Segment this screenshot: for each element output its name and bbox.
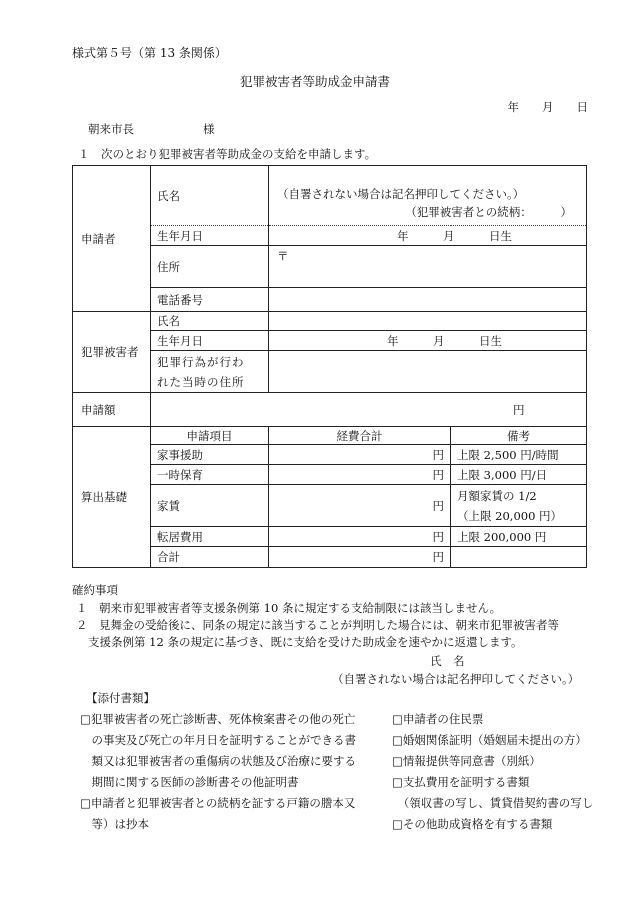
basis-cost-moving[interactable] [269,527,451,547]
attachment-right-line: □婚姻関係証明（婚姻届未提出の方） [392,733,587,747]
basis-header-note: 備考 [451,427,587,445]
basis-cost-childcare[interactable] [269,465,451,485]
victim-group-label: 犯罪被害者 [73,312,151,393]
relation-note: （犯罪被害者との続柄： ） [405,205,572,219]
sign-note: （自署されない場合は記名押印してください。） [277,187,525,201]
pledge-sign-label: 氏 名 [430,654,465,668]
amount-unit: 円 [513,402,525,417]
attachments-left [80,709,356,835]
basis-item-total: 合計 [151,547,269,568]
pledge-item-1: １ 朝来市犯罪被害者等支援条例第 10 条に規定する支給制限には該当しません。 [76,601,502,615]
applicant-address-field[interactable] [269,246,587,288]
attachment-left-line: 等）は抄本 [80,817,149,831]
yen-unit: 円 [432,550,444,564]
pledge-item-2-line2: 支援条例第 12 条の規定に基づき、既に支給を受けた助成金を速やかに返還します。 [88,635,523,649]
pledge-item-2-line1: ２ 見舞金の受給後に、同条の規定に該当することが判明した場合には、朝来市犯罪被害者等 [76,618,559,632]
amount-field[interactable] [151,393,587,427]
basis-note-rent [451,485,587,527]
pledge-heading: 確約事項 [72,583,118,597]
victim-name-label: 氏名 [151,312,269,331]
application-table [72,165,587,568]
basis-note-rent-line2: （上限 20,000 円） [457,508,563,523]
yen-unit: 円 [432,529,444,544]
attachment-left-line: 期間に関する医師の診断書その他証明書 [80,775,299,789]
basis-group-label: 算出基礎 [73,427,151,568]
basis-cost-total[interactable] [269,547,451,568]
applicant-name-label: 氏名 [151,166,269,226]
applicant-address-label: 住所 [151,246,269,288]
attachment-right-line: □情報提供等同意書（別紙） [392,754,541,768]
basis-item-rent: 家賃 [151,485,269,527]
basis-note-rent-line1: 月額家賃の 1/2 [457,488,537,503]
basis-item-childcare: 一時保育 [151,465,269,485]
yen-unit: 円 [432,467,444,482]
basis-cost-housework[interactable] [269,445,451,465]
attachment-right-line: （領収書の写し、賃貸借契約書の写し [392,796,594,810]
basis-item-moving: 転居費用 [151,527,269,547]
basis-header-cost: 経費合計 [269,427,451,445]
applicant-group-label: 申請者 [73,166,151,312]
attachments-heading: 【添付書類】 [86,691,155,705]
amount-label: 申請額 [73,393,151,427]
basis-cost-rent[interactable] [269,485,451,527]
attachment-left-line: □申請者と犯罪被害者との続柄を証する戸籍の謄本又 [80,796,356,810]
victim-address-label [151,351,269,393]
attachment-left-line: □犯罪被害者の死亡診断書、死体検案書その他の死亡 [80,712,356,726]
yen-unit: 円 [432,498,444,513]
victim-address-label-line2: れた当時の住所 [157,374,245,389]
intro-text: １ 次のとおり犯罪被害者等助成金の支給を申請します。 [78,147,377,161]
basis-item-housework: 家事援助 [151,445,269,465]
form-number: 様式第５号（第 13 条関係） [72,46,227,60]
applicant-birth-field[interactable] [269,226,587,246]
attachment-right-line: □支払費用を証明する書類 [392,775,530,789]
victim-address-field[interactable] [269,351,587,393]
victim-birth-field[interactable] [269,331,587,351]
birth-date-units: 年 月 日生 [397,228,512,243]
victim-address-label-line1: 犯罪行為が行わ [157,354,245,369]
pledge-sign-note: （自署されない場合は記名押印してください。） [332,672,580,686]
yen-unit: 円 [432,447,444,462]
page-title: 犯罪被害者等助成金申請書 [239,74,390,89]
attachment-right-line: □申請者の住民票 [392,712,484,726]
applicant-birth-label: 生年月日 [151,226,269,246]
basis-header-item: 申請項目 [151,427,269,445]
attachment-right-line: □その他助成資格を有する書類 [392,817,553,831]
addressee: 朝来市長 様 [88,122,215,136]
applicant-phone-field[interactable] [269,288,587,312]
basis-note-housework: 上限 2,500 円/時間 [451,445,587,465]
date-line: 年 月 日 [507,100,588,114]
victim-birth-units: 年 月 日生 [387,333,502,348]
attachments-right [392,709,593,835]
attachment-left-line: の事実及び死亡の年月日を証明することができる書 [80,733,356,747]
victim-name-field[interactable] [269,312,587,331]
basis-note-total [451,547,587,568]
basis-note-childcare: 上限 3,000 円/日 [451,465,587,485]
victim-birth-label: 生年月日 [151,331,269,351]
applicant-name-field[interactable] [269,166,587,226]
basis-note-moving: 上限 200,000 円 [451,527,587,547]
postal-mark: 〒 [277,249,289,263]
applicant-phone-label: 電話番号 [151,288,269,312]
attachment-left-line: 類又は犯罪被害者の重傷病の状態及び治療に要する [80,754,356,768]
